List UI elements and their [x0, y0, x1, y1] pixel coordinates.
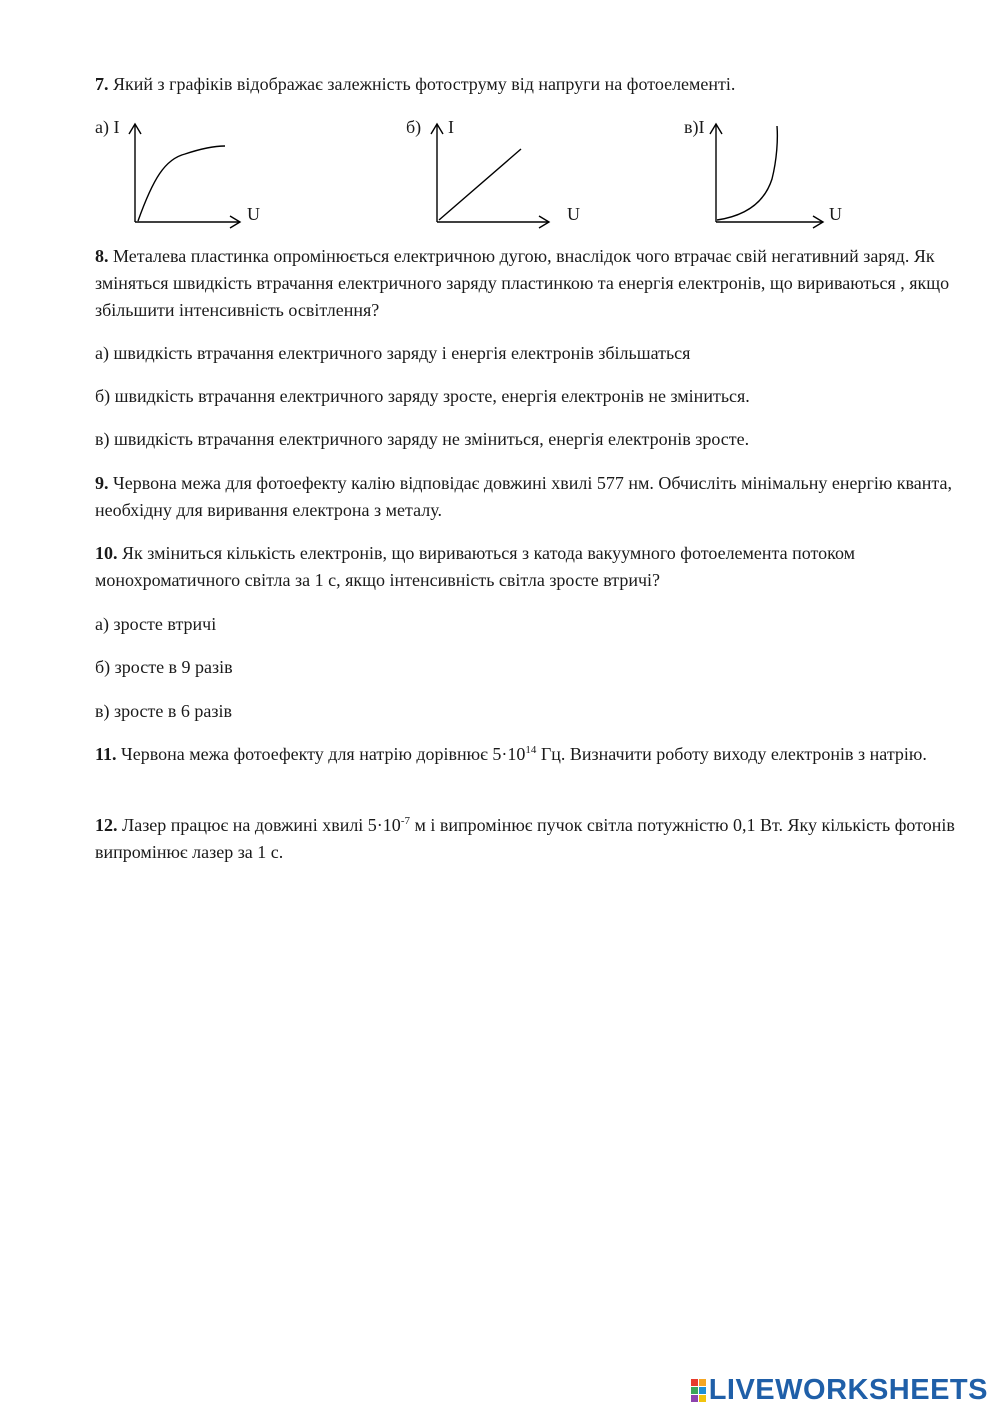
question-11-exponent: 14 [525, 744, 537, 756]
question-8-option-b: б) швидкість втрачання електричного заряду зросте, енергія електронів не зміниться. [95, 386, 750, 406]
graph-b-label: б) [406, 117, 422, 137]
logo-block [699, 1395, 706, 1402]
graph-a-curve [138, 146, 225, 221]
graph-c [684, 114, 884, 229]
question-12 [95, 812, 965, 866]
logo-text: LIVEWORKSHEETS [708, 1373, 988, 1406]
graph-a-label: а) I [95, 117, 120, 137]
question-10-option-c: в) зросте в 6 разів [95, 701, 232, 721]
logo-block [691, 1395, 698, 1402]
question-10-text: Як зміниться кількість електронів, що вириваються з катода вакуумного фотоелемента потоком монохроматичного світла за 1 с, якщо інтенсивність світла зросте втричі? [95, 543, 856, 590]
question-7-number: 7. [95, 74, 109, 94]
graph-b-line [439, 149, 521, 220]
question-10-option-a: а) зросте втричі [95, 614, 217, 634]
question-9-text: Червона межа для фотоефекту калію відповідає довжині хвилі 577 нм. Обчисліть мінімальну енергію кванта, необхідну для виривання електрона з металу. [95, 473, 952, 520]
question-10-number: 10. [95, 543, 118, 563]
liveworksheets-logo [691, 1374, 988, 1406]
question-8-option-a: а) швидкість втрачання електричного заряду і енергія електронів збільшаться [95, 343, 691, 363]
question-7-text: Який з графіків відображає залежність фотоструму від напруги на фотоелементі. [113, 74, 736, 94]
graph-a-x-label: U [247, 204, 260, 224]
question-8-option-c: в) швидкість втрачання електричного заряду не зміниться, енергія електронів зросте. [95, 429, 750, 449]
question-7 [95, 71, 965, 98]
question-10 [95, 540, 965, 594]
graph-b-y-label: I [448, 117, 454, 137]
question-11-text-before: Червона межа фотоефекту для натрію дорівнює 5·10 [121, 744, 526, 764]
logo-block [691, 1379, 698, 1386]
graph-a-plot [95, 114, 295, 229]
graph-c-plot [684, 114, 884, 229]
logo-block [691, 1387, 698, 1394]
graph-c-x-label: U [829, 204, 842, 224]
question-12-exponent: -7 [400, 815, 410, 827]
question-12-text-before: Лазер працює на довжині хвилі 5·10 [122, 815, 401, 835]
question-9-number: 9. [95, 473, 109, 493]
logo-block [699, 1379, 706, 1386]
question-8-number: 8. [95, 246, 109, 266]
question-11-number: 11. [95, 744, 117, 764]
graph-b [404, 114, 604, 229]
graph-c-label: в)I [684, 117, 705, 137]
graph-b-x-label: U [567, 204, 580, 224]
graph-c-curve [717, 126, 777, 220]
question-9 [95, 470, 965, 524]
question-12-number: 12. [95, 815, 118, 835]
question-12-text-after: м і випромінює пучок світла потужністю 0,1 Вт. Яку кількість фотонів випромінює лазер за 1 с. [95, 815, 955, 862]
question-11 [95, 741, 965, 768]
question-8-text: Металева пластинка опромінюється електричною дугою, внаслідок чого втрачає свій негативний заряд. Як зміняться швидкість втрачання електричного заряду пластинкою та енергія електронів, що вириваються , якщо збільшити інтенсивність освітлення? [95, 246, 950, 320]
question-10-option-b: б) зросте в 9 разів [95, 657, 233, 677]
logo-blocks-icon [691, 1379, 706, 1402]
question-8 [95, 243, 965, 324]
graph-a [95, 114, 295, 229]
logo-block [699, 1387, 706, 1394]
question-11-text-after: Гц. Визначити роботу виходу електронів з натрію. [536, 744, 927, 764]
